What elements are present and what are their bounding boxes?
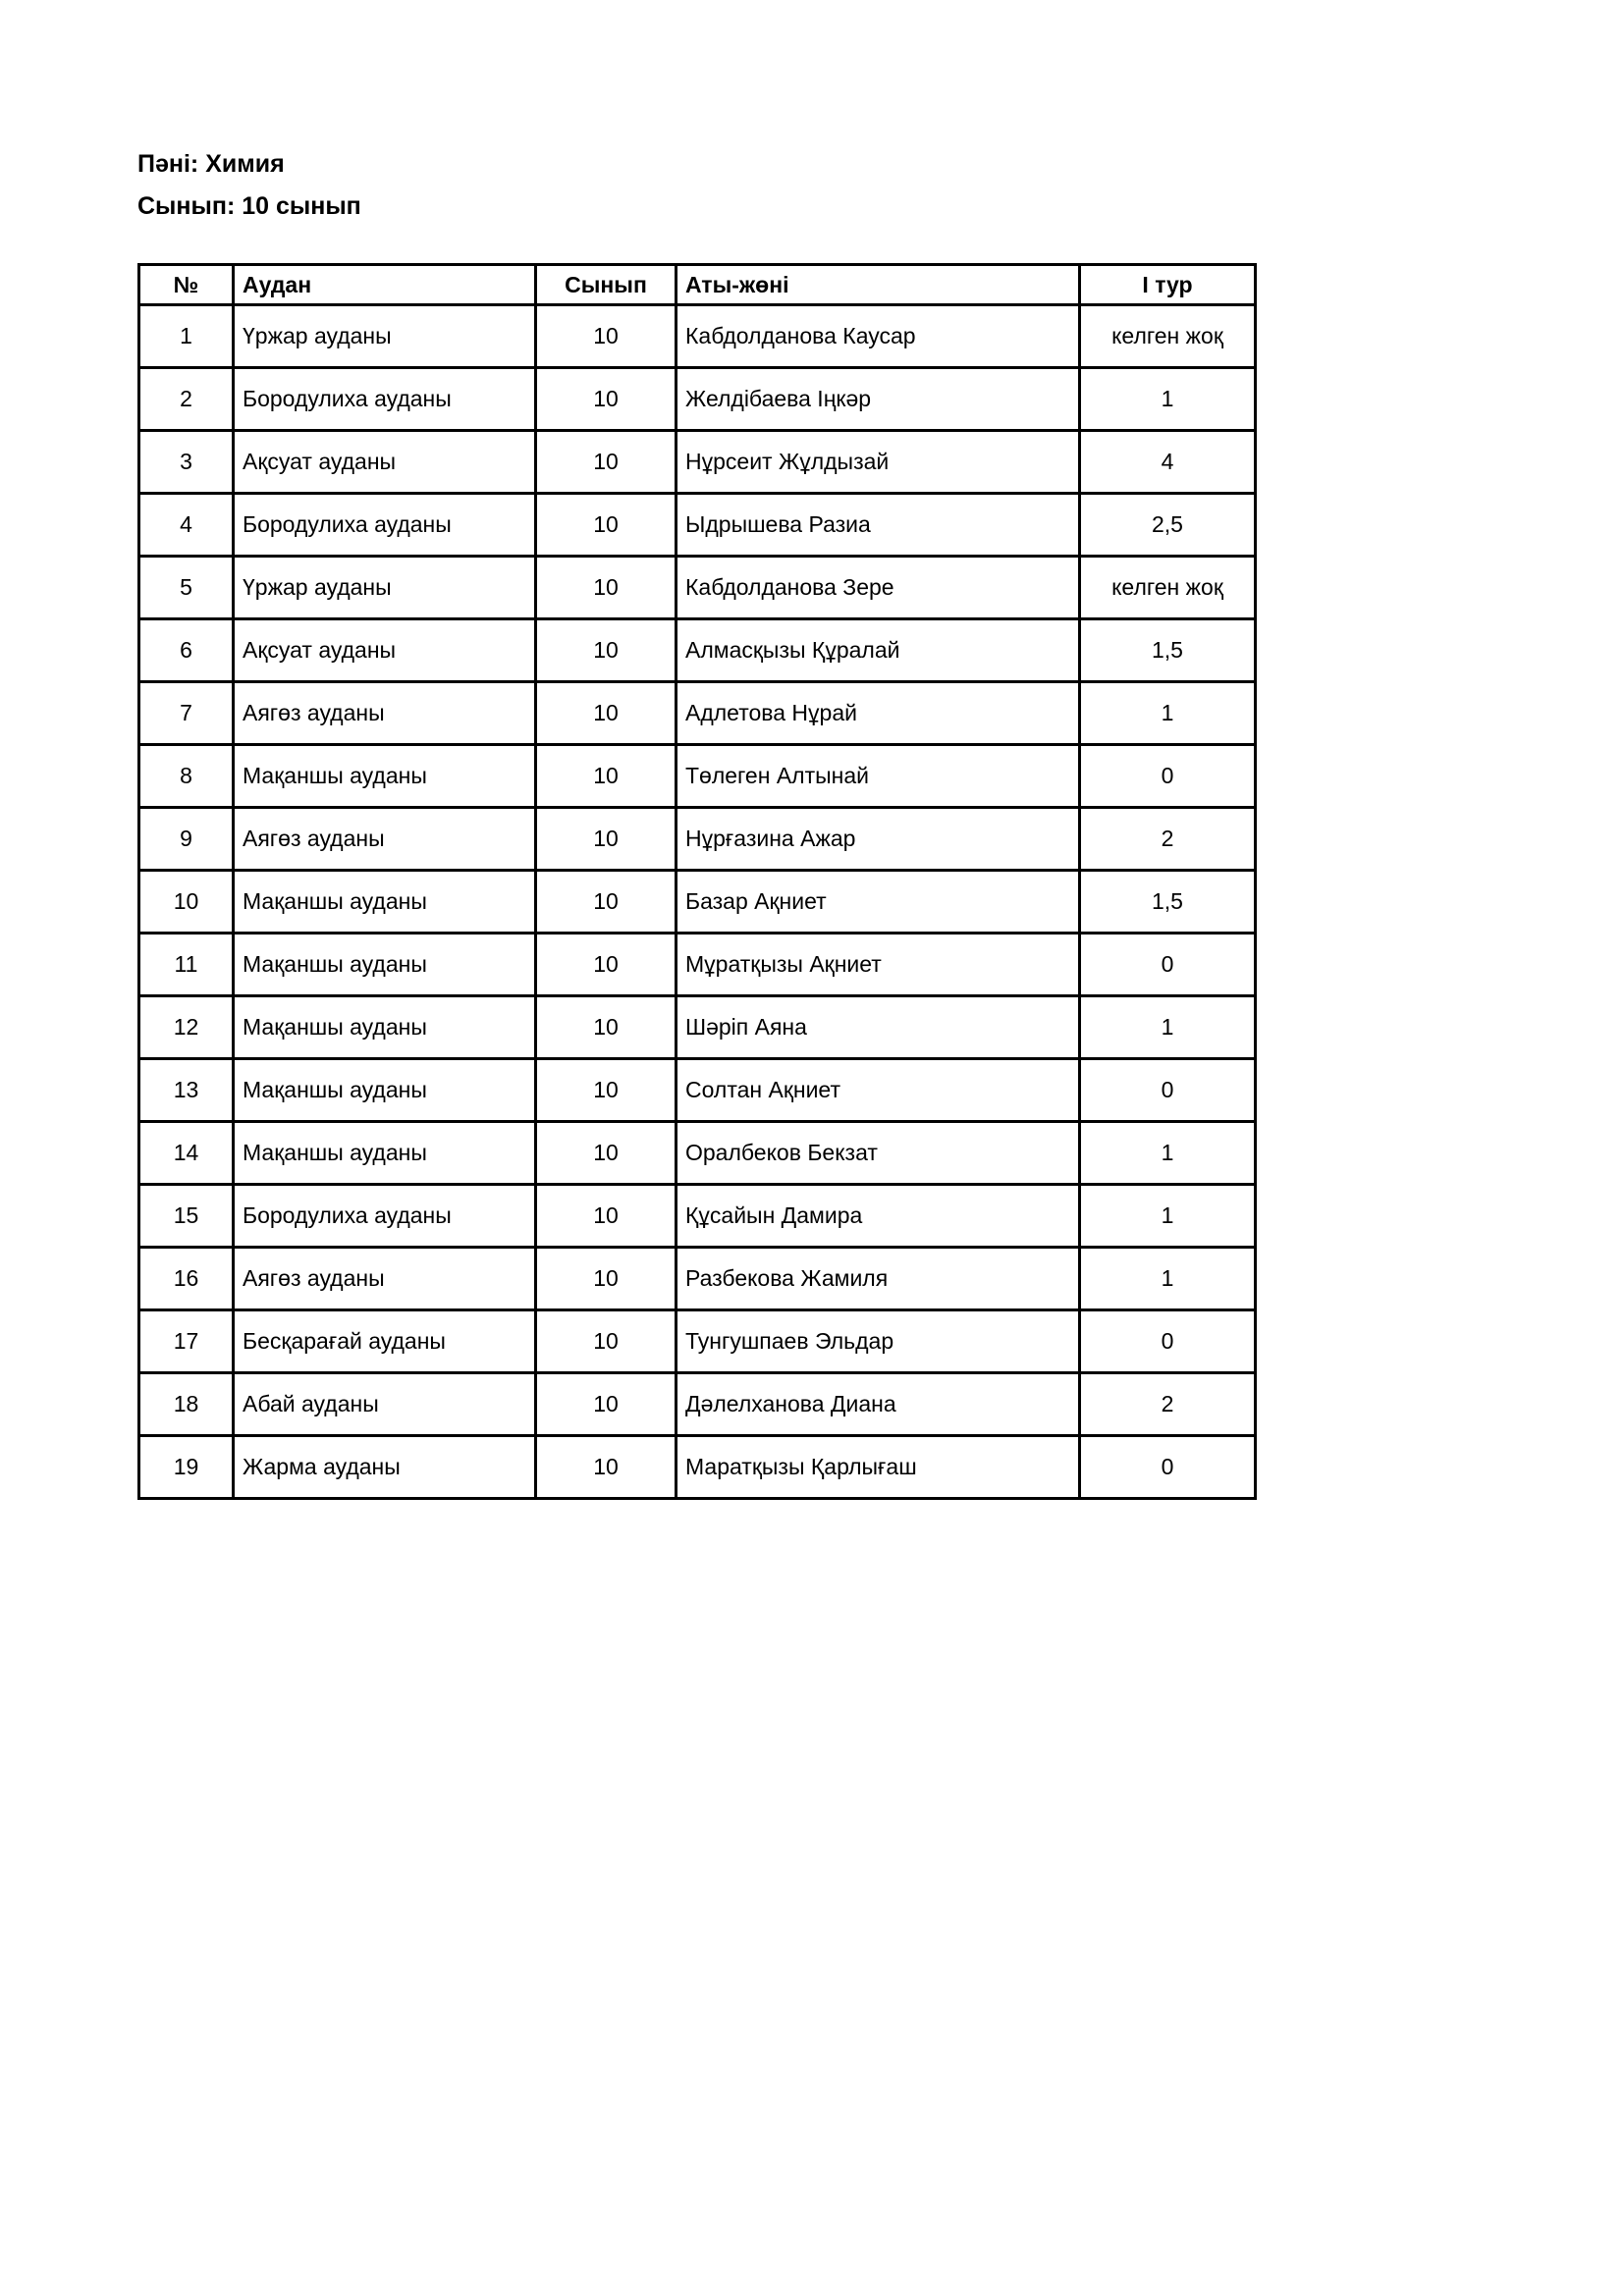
- table-row: [139, 745, 1256, 808]
- cell-no: 16: [139, 1248, 234, 1310]
- cell-name: Оралбеков Бекзат: [677, 1122, 1080, 1185]
- cell-grade: 10: [536, 996, 677, 1059]
- cell-tour1: 0: [1080, 934, 1256, 996]
- table-row: [139, 368, 1256, 431]
- table-row: [139, 619, 1256, 682]
- table-row: [139, 934, 1256, 996]
- cell-no: 5: [139, 557, 234, 619]
- cell-tour1: келген жоқ: [1080, 305, 1256, 368]
- cell-tour1: 1: [1080, 996, 1256, 1059]
- cell-grade: 10: [536, 745, 677, 808]
- cell-tour1: 1: [1080, 1122, 1256, 1185]
- cell-name: Шәріп Аяна: [677, 996, 1080, 1059]
- cell-no: 14: [139, 1122, 234, 1185]
- column-header-name: Аты-жөні: [677, 265, 1080, 305]
- cell-no: 2: [139, 368, 234, 431]
- cell-tour1: 1: [1080, 1248, 1256, 1310]
- document-page: [137, 143, 1257, 1500]
- table-row: [139, 996, 1256, 1059]
- cell-district: Үржар ауданы: [234, 305, 536, 368]
- cell-grade: 10: [536, 1185, 677, 1248]
- cell-grade: 10: [536, 557, 677, 619]
- cell-name: Солтан Ақниет: [677, 1059, 1080, 1122]
- cell-district: Мақаншы ауданы: [234, 745, 536, 808]
- cell-district: Аягөз ауданы: [234, 808, 536, 871]
- cell-tour1: 1: [1080, 368, 1256, 431]
- cell-name: Тунгушпаев Эльдар: [677, 1310, 1080, 1373]
- cell-no: 11: [139, 934, 234, 996]
- table-row: [139, 1248, 1256, 1310]
- column-header-grade: Сынып: [536, 265, 677, 305]
- cell-grade: 10: [536, 619, 677, 682]
- table-row: [139, 1436, 1256, 1499]
- cell-district: Ақсуат ауданы: [234, 431, 536, 494]
- cell-no: 18: [139, 1373, 234, 1436]
- cell-no: 12: [139, 996, 234, 1059]
- cell-name: Нұрсеит Жұлдызай: [677, 431, 1080, 494]
- cell-name: Маратқызы Қарлығаш: [677, 1436, 1080, 1499]
- column-header-district: Аудан: [234, 265, 536, 305]
- cell-name: Мұратқызы Ақниет: [677, 934, 1080, 996]
- cell-no: 15: [139, 1185, 234, 1248]
- cell-grade: 10: [536, 1122, 677, 1185]
- cell-grade: 10: [536, 1436, 677, 1499]
- cell-name: Желдібаева Іңкәр: [677, 368, 1080, 431]
- table-row: [139, 1373, 1256, 1436]
- cell-tour1: келген жоқ: [1080, 557, 1256, 619]
- cell-grade: 10: [536, 808, 677, 871]
- cell-name: Құсайын Дамира: [677, 1185, 1080, 1248]
- cell-no: 13: [139, 1059, 234, 1122]
- table-row: [139, 431, 1256, 494]
- cell-district: Бесқарағай ауданы: [234, 1310, 536, 1373]
- cell-tour1: 2,5: [1080, 494, 1256, 557]
- cell-tour1: 1,5: [1080, 619, 1256, 682]
- cell-grade: 10: [536, 494, 677, 557]
- table-row: [139, 1310, 1256, 1373]
- cell-no: 4: [139, 494, 234, 557]
- cell-no: 6: [139, 619, 234, 682]
- cell-district: Аягөз ауданы: [234, 1248, 536, 1310]
- cell-no: 7: [139, 682, 234, 745]
- table-row: [139, 682, 1256, 745]
- header-row: [139, 265, 1256, 305]
- cell-district: Абай ауданы: [234, 1373, 536, 1436]
- cell-district: Мақаншы ауданы: [234, 1122, 536, 1185]
- cell-tour1: 1,5: [1080, 871, 1256, 934]
- cell-name: Кабдолданова Зере: [677, 557, 1080, 619]
- cell-tour1: 0: [1080, 1436, 1256, 1499]
- cell-name: Адлетова Нұрай: [677, 682, 1080, 745]
- cell-grade: 10: [536, 368, 677, 431]
- cell-no: 9: [139, 808, 234, 871]
- cell-tour1: 1: [1080, 682, 1256, 745]
- cell-name: Базар Ақниет: [677, 871, 1080, 934]
- cell-tour1: 0: [1080, 1059, 1256, 1122]
- cell-no: 8: [139, 745, 234, 808]
- table-row: [139, 557, 1256, 619]
- cell-tour1: 0: [1080, 1310, 1256, 1373]
- cell-name: Ыдрышева Разиа: [677, 494, 1080, 557]
- column-header-no: №: [139, 265, 234, 305]
- cell-district: Бородулиха ауданы: [234, 494, 536, 557]
- cell-name: Разбекова Жамиля: [677, 1248, 1080, 1310]
- cell-tour1: 0: [1080, 745, 1256, 808]
- cell-no: 19: [139, 1436, 234, 1499]
- table-row: [139, 494, 1256, 557]
- column-header-tour1: І тур: [1080, 265, 1256, 305]
- cell-district: Мақаншы ауданы: [234, 1059, 536, 1122]
- table-row: [139, 1122, 1256, 1185]
- table-row: [139, 1185, 1256, 1248]
- cell-district: Жарма ауданы: [234, 1436, 536, 1499]
- cell-grade: 10: [536, 1373, 677, 1436]
- cell-grade: 10: [536, 1059, 677, 1122]
- cell-tour1: 2: [1080, 1373, 1256, 1436]
- cell-no: 3: [139, 431, 234, 494]
- cell-tour1: 1: [1080, 1185, 1256, 1248]
- cell-name: Нұрғазина Ажар: [677, 808, 1080, 871]
- cell-name: Алмасқызы Құралай: [677, 619, 1080, 682]
- cell-district: Мақаншы ауданы: [234, 934, 536, 996]
- cell-no: 17: [139, 1310, 234, 1373]
- cell-grade: 10: [536, 871, 677, 934]
- table-row: [139, 1059, 1256, 1122]
- results-table: [137, 263, 1257, 1500]
- cell-grade: 10: [536, 682, 677, 745]
- cell-grade: 10: [536, 305, 677, 368]
- cell-district: Бородулиха ауданы: [234, 368, 536, 431]
- cell-tour1: 4: [1080, 431, 1256, 494]
- cell-district: Ақсуат ауданы: [234, 619, 536, 682]
- cell-district: Мақаншы ауданы: [234, 871, 536, 934]
- cell-no: 1: [139, 305, 234, 368]
- class-line: Сынып: 10 сынып: [137, 192, 361, 220]
- cell-district: Үржар ауданы: [234, 557, 536, 619]
- cell-tour1: 2: [1080, 808, 1256, 871]
- table-row: [139, 305, 1256, 368]
- table-body: [139, 305, 1256, 1499]
- cell-name: Дәлелханова Диана: [677, 1373, 1080, 1436]
- table-row: [139, 871, 1256, 934]
- cell-grade: 10: [536, 934, 677, 996]
- subject-line: Пәні: Химия: [137, 150, 285, 178]
- cell-name: Кабдолданова Каусар: [677, 305, 1080, 368]
- cell-grade: 10: [536, 1248, 677, 1310]
- cell-grade: 10: [536, 1310, 677, 1373]
- cell-district: Аягөз ауданы: [234, 682, 536, 745]
- cell-name: Төлеген Алтынай: [677, 745, 1080, 808]
- cell-no: 10: [139, 871, 234, 934]
- cell-district: Бородулиха ауданы: [234, 1185, 536, 1248]
- cell-grade: 10: [536, 431, 677, 494]
- table-row: [139, 808, 1256, 871]
- cell-district: Мақаншы ауданы: [234, 996, 536, 1059]
